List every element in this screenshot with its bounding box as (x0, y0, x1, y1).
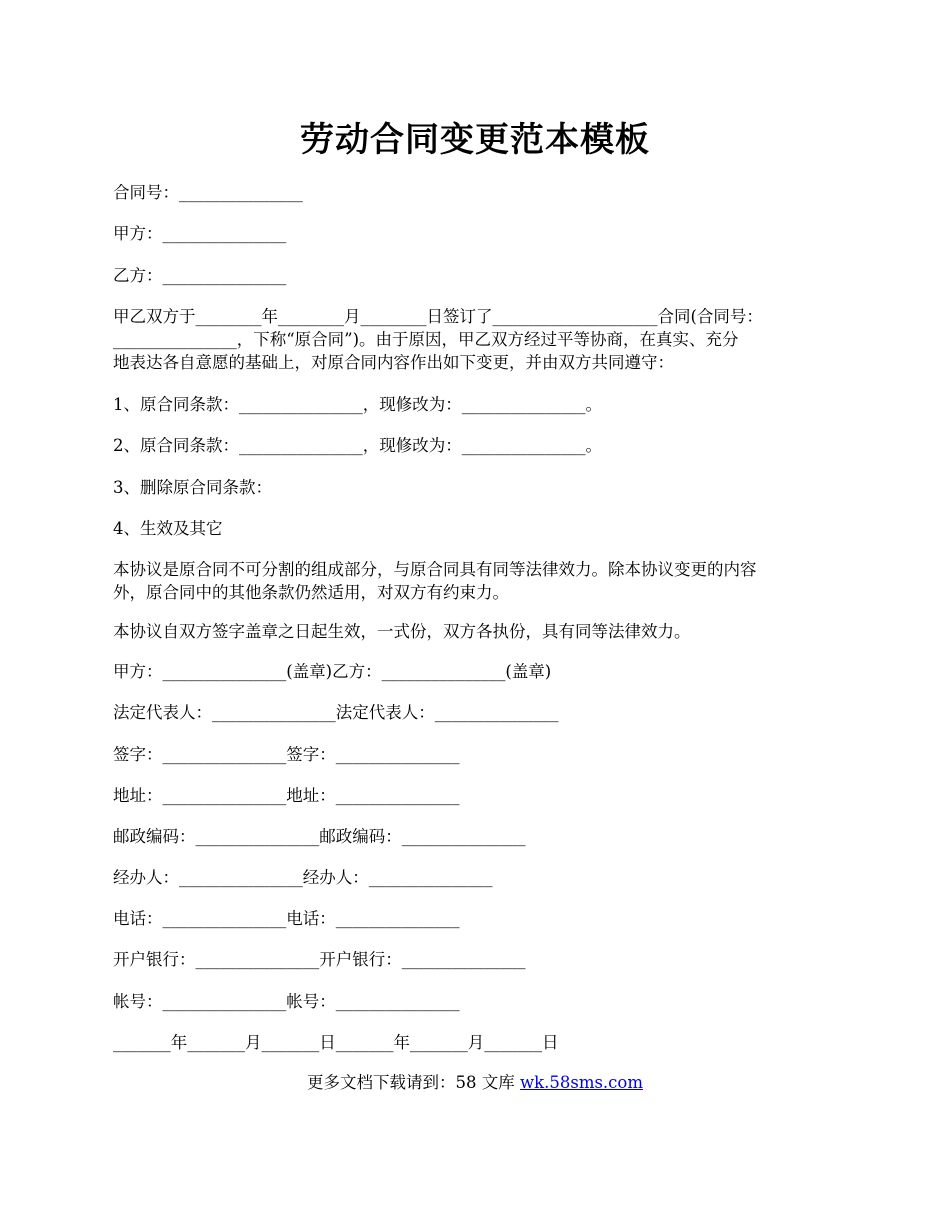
effect-line-1: 本协议是原合同不可分割的组成部分，与原合同具有同等法律效力。除本协议变更的内容 (113, 560, 757, 579)
phone-line: 电话：_______________电话：_______________ (113, 909, 460, 928)
effect-paragraph (113, 558, 843, 604)
party-b-line: 乙方：_______________ (113, 266, 287, 285)
handler-line: 经办人：_______________经办人：_______________ (113, 868, 493, 887)
footer (0, 1071, 950, 1094)
intro-paragraph (113, 305, 843, 374)
effect-date-paragraph: 本协议自双方签字盖章之日起生效，一式份，双方各执份，具有同等法律效力。 (113, 622, 691, 641)
intro-line-2: _______________，下称“原合同”)。由于原因，甲乙双方经过平等协商，在真实、充分 (113, 330, 739, 349)
intro-line-1: 甲乙双方于________年________月________日签订了____________________合同(合同号： (113, 307, 763, 326)
contract-number-line: 合同号：_______________ (113, 183, 303, 202)
signature-line: 签字：_______________签字：_______________ (113, 745, 460, 764)
intro-line-3: 地表达各自意愿的基础上，对原合同内容作出如下变更，并由双方共同遵守： (113, 353, 674, 372)
clause-4: 4、生效及其它 (113, 519, 223, 538)
address-line: 地址：_______________地址：_______________ (113, 786, 460, 805)
account-line: 帐号：_______________帐号：_______________ (113, 992, 460, 1011)
party-a-line: 甲方：_______________ (113, 224, 287, 243)
bank-line: 开户银行：_______________开户银行：_______________ (113, 950, 526, 969)
clause-1: 1、原合同条款：_______________，现修改为：_______________。 (113, 395, 602, 414)
date-line: _______年_______月_______日_______年_______月_______日 (113, 1033, 559, 1052)
clause-2: 2、原合同条款：_______________，现修改为：_______________。 (113, 436, 602, 455)
document-title: 劳动合同变更范本模板 (300, 120, 650, 160)
footer-link[interactable]: wk.58sms.com (519, 1073, 643, 1092)
legal-representative-line: 法定代表人：_______________法定代表人：_______________ (113, 703, 559, 722)
footer-text: 更多文档下载请到：58 文库 (306, 1073, 520, 1092)
signature-parties-line: 甲方：_______________(盖章)乙方：_______________(盖章) (113, 662, 552, 681)
clause-3: 3、删除原合同条款： (113, 478, 272, 497)
postcode-line: 邮政编码：_______________邮政编码：_______________ (113, 827, 526, 846)
effect-line-2: 外，原合同中的其他条款仍然适用，对双方有约束力。 (113, 583, 509, 602)
